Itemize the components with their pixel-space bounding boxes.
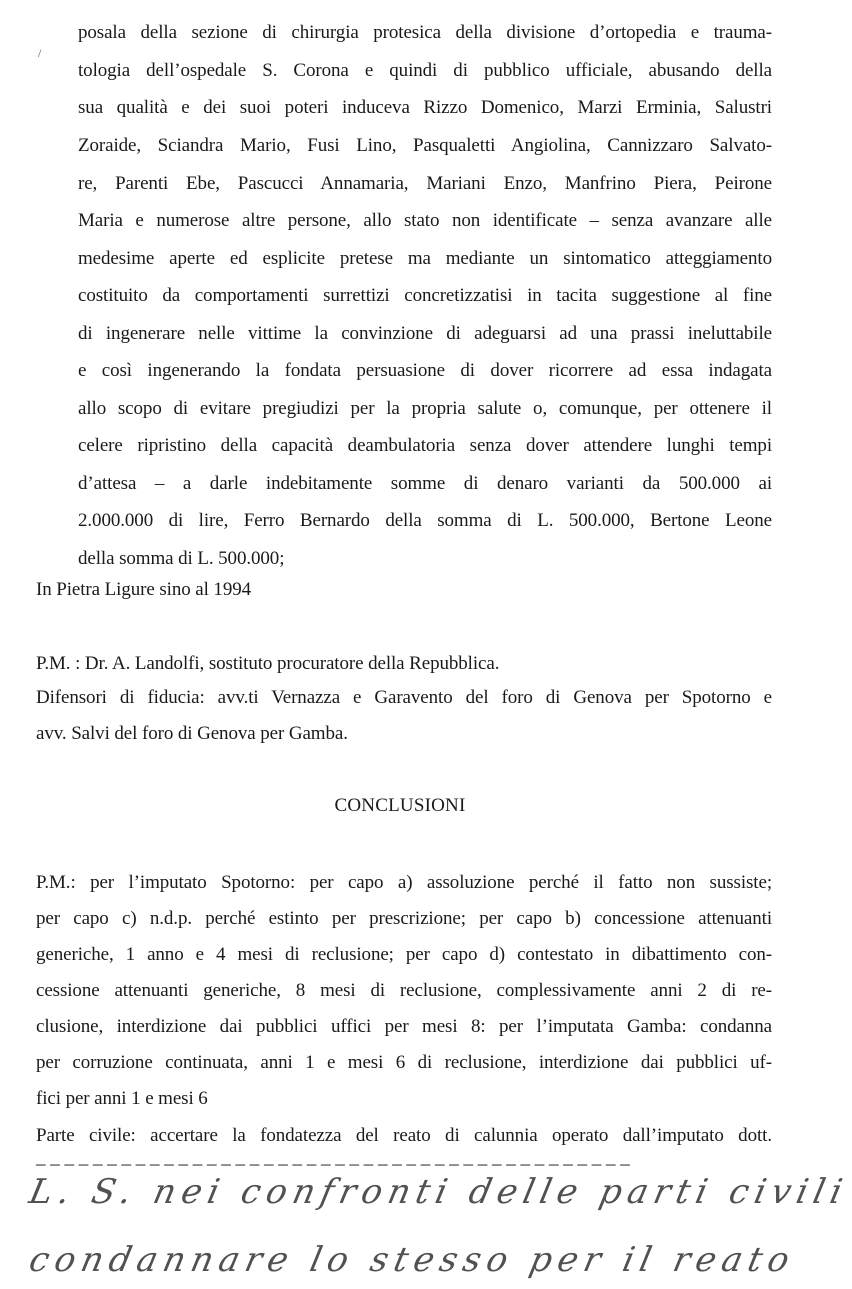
text-line: clusione, interdizione dai pubblici uffici per mesi 8: per l’imputata Gamba: condanna — [36, 1016, 772, 1037]
text-line: d’attesa – a darle indebitamente somme di denaro varianti da 500.000 ai — [78, 473, 772, 494]
scan-speck: / — [38, 46, 42, 60]
text-line: Zoraide, Sciandra Mario, Fusi Lino, Pasqualetti Angiolina, Cannizzaro Salvato- — [78, 135, 772, 156]
text-line: della somma di L. 500.000; — [78, 548, 285, 569]
text-line: P.M.: per l’imputato Spotorno: per capo a) assoluzione perché il fatto non sussiste; — [36, 872, 772, 893]
text-line: fici per anni 1 e mesi 6 — [36, 1088, 208, 1109]
text-line: medesime aperte ed esplicite pretese ma mediante un sintomatico atteggiamento — [78, 248, 772, 269]
parte-civile-line: Parte civile: accertare la fondatezza del reato di calunnia operato dall’imputato dott. — [36, 1125, 772, 1146]
text-line: avv. Salvi del foro di Genova per Gamba. — [36, 723, 348, 744]
text-line: di ingenerare nelle vittime la convinzione di adeguarsi ad una prassi ineluttabile — [78, 323, 772, 344]
text-line: allo scopo di evitare pregiudizi per la propria salute o, comunque, per ottenere il — [78, 398, 772, 419]
text-line: Maria e numerose altre persone, allo stato non identificate – senza avanzare alle — [78, 210, 772, 231]
text-line: costituito da comportamenti surrettizi concretizzatisi in tacita suggestione al fine — [78, 285, 772, 306]
place-date: In Pietra Ligure sino al 1994 — [36, 579, 252, 600]
text-line: posala della sezione di chirurgia protesica della divisione d’ortopedia e trauma- — [78, 22, 772, 43]
text-line: per capo c) n.d.p. perché estinto per prescrizione; per capo b) concessione attenuanti — [36, 908, 772, 929]
text-line: tologia dell’ospedale S. Corona e quindi di pubblico ufficiale, abusando della — [78, 60, 772, 81]
text-line: sua qualità e dei suoi poteri induceva Rizzo Domenico, Marzi Erminia, Salustri — [78, 97, 772, 118]
text-line: cessione attenuanti generiche, 8 mesi di reclusione, complessivamente anni 2 di re- — [36, 980, 772, 1001]
pm-line: P.M. : Dr. A. Landolfi, sostituto procuratore della Repubblica. — [36, 653, 500, 674]
text-line: 2.000.000 di lire, Ferro Bernardo della somma di L. 500.000, Bertone Leone — [78, 510, 772, 531]
text-line: re, Parenti Ebe, Pascucci Annamaria, Mariani Enzo, Manfrino Piera, Peirone — [78, 173, 772, 194]
cut-off-line: _ _ _ _ _ _ _ _ _ _ _ _ _ _ _ _ _ _ _ _ _ _ _ _ _ _ _ _ _ _ _ _ _ _ _ _ _ _ _ _ _ _ — [36, 1147, 630, 1168]
section-heading: CONCLUSIONI — [334, 795, 466, 816]
text-line: per corruzione continuata, anni 1 e mesi 6 di reclusione, interdizione dai pubblici uf- — [36, 1052, 772, 1073]
text-line: e così ingenerando la fondata persuasione di dover ricorrere ad essa indagata — [78, 360, 772, 381]
text-line: generiche, 1 anno e 4 mesi di reclusione; per capo d) contestato in dibattimento con- — [36, 944, 772, 965]
handwritten-line: condannare lo stesso per il reato — [25, 1240, 799, 1280]
text-line: celere ripristino della capacità deambulatoria senza dover attendere lunghi tempi — [78, 435, 772, 456]
text-line: Difensori di fiducia: avv.ti Vernazza e Garavento del foro di Genova per Spotorno e — [36, 687, 772, 708]
handwritten-line: L. S. nei confronti delle parti civili — [25, 1172, 852, 1212]
